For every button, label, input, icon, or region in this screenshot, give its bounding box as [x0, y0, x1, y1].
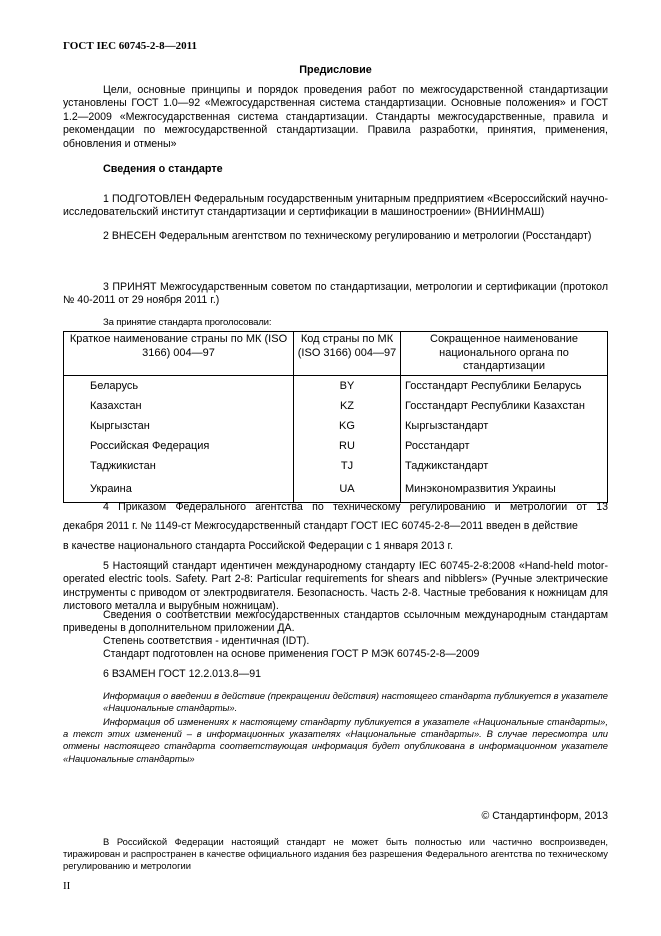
- country-cell: Таджикистан: [64, 456, 294, 476]
- foreword-text: Цели, основные принципы и порядок проведения работ по межгосударственной стандартизации установлены ГОСТ 1.0—92 «Межгосударственная система стандартизации. Основные положения» и ГОСТ 1.2—2009 «Межгосударственная система стандартизации. Стандарты межгосударственные, правила и рекомендации по межгосударственной стандартизации. Правила разработки, принятия, применения, обновления и отмены»: [63, 84, 608, 150]
- country-cell: Украина: [64, 476, 294, 503]
- conformity-degree: Степень соответствия - идентичная (IDT).: [103, 635, 310, 647]
- table-row: [64, 456, 608, 476]
- table-row: [64, 416, 608, 436]
- prepared-basis: Стандарт подготовлен на основе применения ГОСТ Р МЭК 60745-2-8—2009: [103, 648, 480, 660]
- code-cell: BY: [294, 375, 401, 396]
- note-introduction: Информация о введении в действие (прекращении действия) настоящего стандарта публикуется в указателе «Национальные стандарты».: [103, 690, 608, 714]
- body-cell: Госстандарт Республики Казахстан: [401, 396, 608, 416]
- table-row: [64, 375, 608, 396]
- table-row: [64, 436, 608, 456]
- code-cell: KG: [294, 416, 401, 436]
- voted-caption: За принятие стандарта проголосовали:: [103, 317, 272, 328]
- code-cell: RU: [294, 436, 401, 456]
- table-row: [64, 396, 608, 416]
- copyright: © Стандартинформ, 2013: [481, 810, 608, 822]
- body-cell: Кыргызстандарт: [401, 416, 608, 436]
- info-item-4-line-1: 4 Приказом Федерального агентства по техническому регулированию и метрологии от 13: [103, 501, 608, 513]
- country-cell: Российская Федерация: [64, 436, 294, 456]
- header-country: Краткое наименование страны по МК (ISO 3166) 004—97: [64, 332, 294, 376]
- body-cell: Таджикстандарт: [401, 456, 608, 476]
- code-cell: KZ: [294, 396, 401, 416]
- header-body: Сокращенное наименование национального органа по стандартизации: [401, 332, 608, 376]
- info-item-5: 5 Настоящий стандарт идентичен международному стандарту IEC 60745-2-8:2008 «Hand-held motor-operated electric tools. Safety. Part 2-8: Particular requirements for shears and nibblers» (Ручные электрические инструменты с приводом от электродвигателя. Безопасность. Часть 2-8. Частные требования к ножницам для листового металла и вырубным ножницам).: [63, 560, 608, 613]
- body-cell: Росстандарт: [401, 436, 608, 456]
- info-item-6: 6 ВЗАМЕН ГОСТ 12.2.013.8—91: [103, 668, 262, 680]
- country-cell: Кыргызстан: [64, 416, 294, 436]
- country-cell: Казахстан: [64, 396, 294, 416]
- info-item-3: 3 ПРИНЯТ Межгосударственным советом по стандартизации, метрологии и сертификации (протокол № 40-2011 от 29 ноября 2011 г.): [63, 281, 608, 307]
- table-row: [64, 476, 608, 503]
- foreword-title: Предисловие: [299, 64, 372, 76]
- document-code-header: ГОСТ IEC 60745-2-8—2011: [63, 40, 197, 52]
- info-item-2: 2 ВНЕСЕН Федеральным агентством по техническому регулированию и метрологии (Росстандарт): [103, 230, 592, 242]
- body-cell: Госстандарт Республики Беларусь: [401, 375, 608, 396]
- code-cell: UA: [294, 476, 401, 503]
- legal-notice: В Российской Федерации настоящий стандарт не может быть полностью или частично воспроизведен, тиражирован и распространен в качестве официального издания без разрешения Федерального агентства по техническому регулированию и метрологии: [63, 836, 608, 871]
- country-cell: Беларусь: [64, 375, 294, 396]
- voting-table: [63, 331, 608, 503]
- reference-standards-note: Сведения о соответствии межгосударственных стандартов ссылочным международным стандартам приведены в дополнительном приложении ДА.: [63, 609, 608, 635]
- note-changes: Информация об изменениях к настоящему стандарту публикуется в указателе «Национальные стандарты», а текст этих изменений – в информационных указателях «Национальные стандарты». В случае пересмотра или отмены настоящего стандарта соответствующая информация будет опубликована в информационном указателе «Национальные стандарты»: [63, 716, 608, 764]
- table-header-row: [64, 332, 608, 376]
- code-cell: TJ: [294, 456, 401, 476]
- header-code: Код страны по МК (ISO 3166) 004—97: [294, 332, 401, 376]
- info-item-1: 1 ПОДГОТОВЛЕН Федеральным государственным унитарным предприятием «Всероссийский научно-исследовательский институт стандартизации и сертификации в машиностроении» (ВНИИНМАШ): [63, 193, 608, 219]
- body-cell: Минэкономразвития Украины: [401, 476, 608, 503]
- info-item-4-line-3: в качестве национального стандарта Российской Федерации с 1 января 2013 г.: [63, 540, 454, 552]
- standard-info-title: Сведения о стандарте: [103, 163, 223, 175]
- info-item-4-line-2: декабря 2011 г. № 1149-ст Межгосударственный стандарт ГОСТ IEC 60745-2-8—2011 введен в действие: [63, 520, 578, 532]
- page-number: II: [63, 880, 71, 892]
